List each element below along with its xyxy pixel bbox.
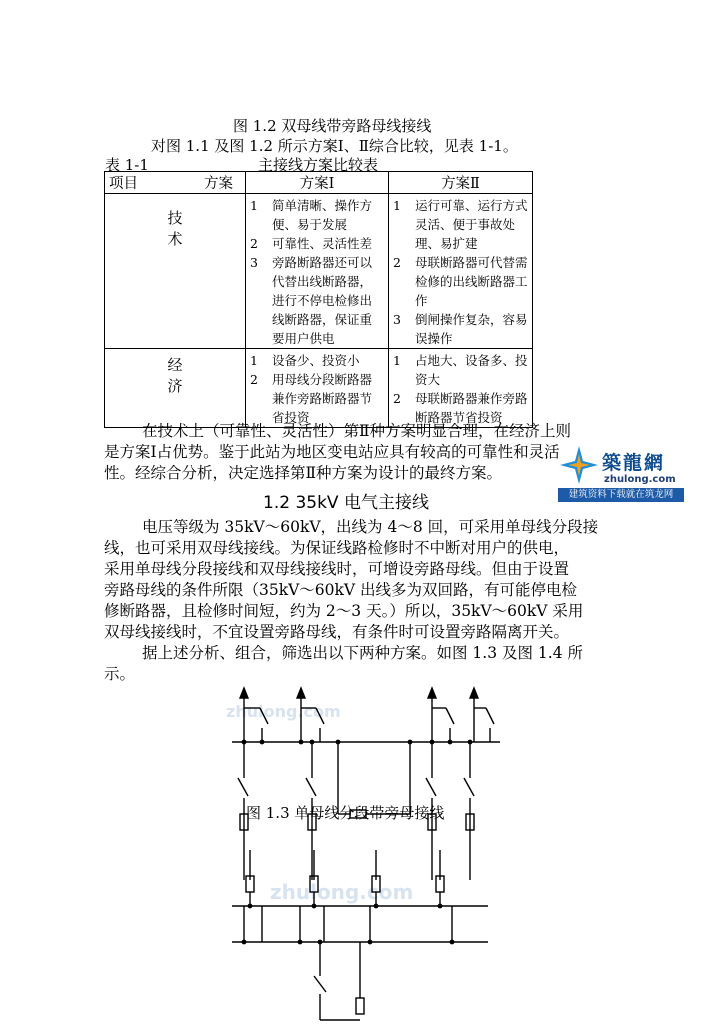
para1-line3: 性。经综合分析，决定选择第Ⅱ种方案为设计的最终方案。 — [104, 464, 503, 482]
comparison-table — [104, 171, 533, 428]
intro-line: 对图 1.1 及图 1.2 所示方案Ⅰ、Ⅱ综合比较，见表 1-1。 — [151, 137, 518, 155]
header-col1: 方案Ⅰ — [246, 172, 389, 194]
para2-line4: 旁路母线的条件所限（35kV～60kV 出线多为双回路，有可能停电检 — [104, 581, 578, 599]
item-num: 1 — [393, 353, 401, 368]
table-label: 表 1-1 — [105, 156, 149, 174]
table-row-tech — [105, 194, 533, 349]
row-category-tech — [105, 194, 246, 349]
table-title: 主接线方案比较表 — [258, 156, 379, 174]
para3-line1: 据上述分析、组合，筛选出以下两种方案。如图 1.3 及图 1.4 所 — [142, 644, 584, 662]
logo-bar: 建筑资料下载就在筑龙网 — [558, 488, 684, 502]
item-num: 2 — [250, 372, 258, 387]
section-heading: 1.2 35kV 电气主接线 — [263, 493, 429, 513]
figure-caption-13: 图 1.3 单母线分段带旁母接线 — [246, 804, 445, 822]
single-bus-diagram — [0, 680, 724, 1024]
item-text: 可靠性、灵活性差 — [272, 236, 373, 251]
tech-char-1: 技 — [167, 209, 183, 227]
tech-col1 — [246, 194, 389, 349]
item-text: 用母线分段断路器兼作旁路断路器节省投资 — [272, 372, 373, 425]
list-item — [393, 351, 528, 389]
econ-col2 — [389, 349, 533, 428]
list-item — [250, 351, 384, 370]
para2-line1: 电压等级为 35kV～60kV，出线为 4～8 回，可采用单母线分段接 — [142, 518, 599, 536]
watermark-2: zhulong.com — [270, 880, 414, 904]
feeder-arrow-icon — [470, 688, 478, 698]
econ-char-1: 经 — [167, 356, 183, 374]
econ-col1 — [246, 349, 389, 428]
list-item — [250, 196, 384, 234]
item-text: 运行可靠、运行方式灵活、便于事故处理、易扩建 — [415, 198, 528, 251]
list-item — [250, 370, 384, 427]
table-header-row — [105, 172, 533, 194]
list-item — [393, 310, 528, 348]
item-num: 2 — [393, 391, 401, 406]
figure-caption-top: 图 1.2 双母线带旁路母线接线 — [233, 117, 432, 135]
item-text: 倒闸操作复杂，容易误操作 — [415, 312, 528, 346]
list-item — [250, 253, 384, 348]
item-num: 2 — [393, 255, 401, 270]
header-item-scheme — [105, 172, 246, 194]
item-num: 1 — [393, 198, 401, 213]
para2-line5: 修断路器，且检修时间短，约为 2～3 天。）所以，35kV～60kV 采用 — [104, 602, 584, 620]
list-item — [250, 234, 384, 253]
para1-line2: 是方案Ⅰ占优势。鉴于此站为地区变电站应具有较高的可靠性和灵活 — [104, 443, 560, 461]
para2-line2: 线，也可采用双母线接线。为保证线路检修时不中断对用户的供电， — [104, 539, 570, 557]
item-text: 设备少、投资小 — [272, 353, 360, 368]
list-item — [393, 196, 528, 253]
logo-star-icon — [558, 444, 600, 486]
tech-char-2: 术 — [167, 230, 183, 248]
para2-line6: 双母线接线时，不宜设置旁路母线，有条件时可设置旁路隔离开关。 — [104, 623, 570, 641]
item-num: 1 — [250, 198, 258, 213]
item-text: 母联断路器可代替需检修的出线断路器工作 — [415, 255, 528, 308]
feeder-arrow-icon — [240, 688, 248, 698]
header-scheme: 方案 — [204, 176, 233, 192]
logo-en: zhulong.com — [604, 474, 676, 485]
list-item — [393, 253, 528, 310]
item-text: 占地大、设备多、投资大 — [415, 353, 528, 387]
logo-cn: 築龍網 — [602, 452, 666, 474]
para1-line1: 在技术上（可靠性、灵活性）第Ⅱ种方案明显合理，在经济上则 — [142, 422, 572, 440]
item-num: 3 — [393, 312, 401, 327]
table-row-econ — [105, 349, 533, 428]
zhulong-logo — [558, 444, 684, 504]
item-num: 1 — [250, 353, 258, 368]
header-col2: 方案Ⅱ — [389, 172, 533, 194]
item-text: 简单清晰、操作方便、易于发展 — [272, 198, 373, 232]
item-num: 3 — [250, 255, 258, 270]
feeder-arrow-icon — [428, 688, 436, 698]
feeder-arrow-icon — [297, 688, 305, 698]
tech-col2 — [389, 194, 533, 349]
item-text: 母联断路器兼作旁路断路器节省投资 — [415, 391, 528, 425]
para2-line3: 采用单母线分段接线和双母线接线时，可增设旁路母线。但由于设置 — [104, 560, 570, 578]
header-item: 项目 — [109, 176, 138, 192]
watermark-1: zhulong.com — [226, 702, 341, 721]
item-num: 2 — [250, 236, 258, 251]
econ-char-2: 济 — [167, 377, 183, 395]
para3-line2: 示。 — [104, 665, 136, 683]
item-text: 旁路断路器还可以代替出线断路器，进行不停电检修出线断路器，保证重要用户供电 — [272, 255, 373, 346]
row-category-econ — [105, 349, 246, 428]
